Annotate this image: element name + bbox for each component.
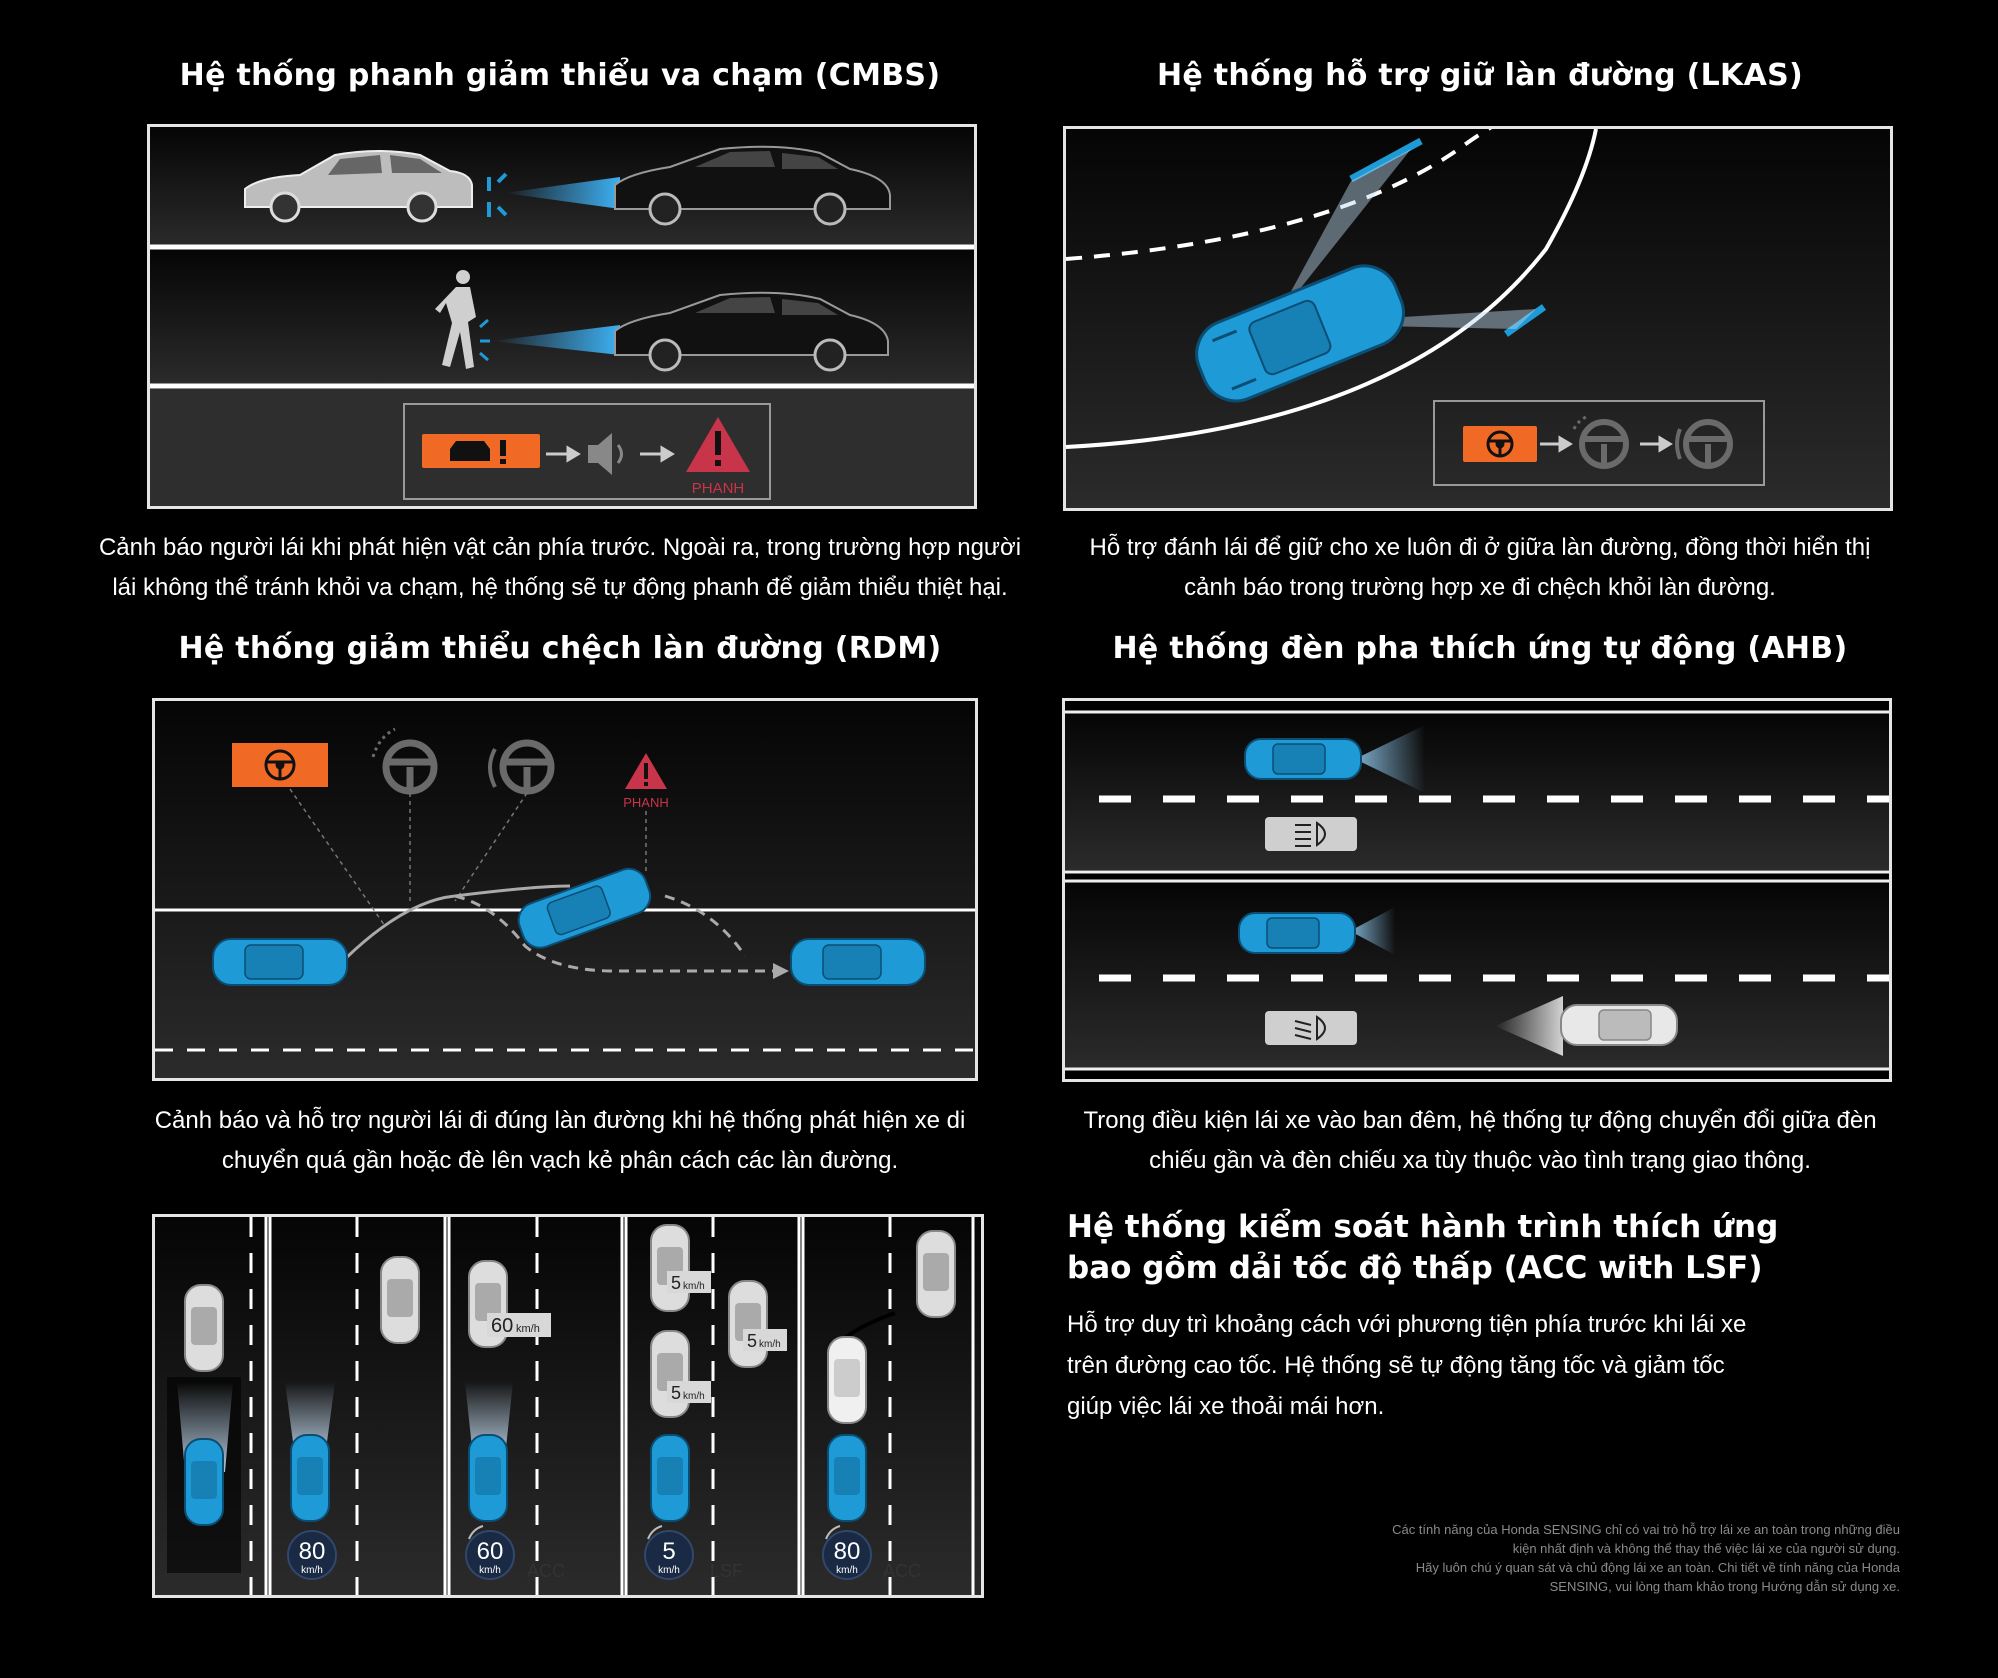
- cmbs-desc-line1: Cảnh báo người lái khi phát hiện vật cản phía trước. Ngoài ra, trong trường hợp người: [98, 534, 1022, 561]
- white-car-icon: [828, 1337, 866, 1423]
- lkas-diagram: [1063, 126, 1893, 511]
- white-car-icon: [381, 1257, 419, 1343]
- gauge-value: 80: [833, 1538, 861, 1565]
- gauge-mode: LSF: [710, 1561, 744, 1581]
- speed-tag-unit: km/h: [759, 1339, 781, 1350]
- disclaimer-line1: Các tính năng của Honda SENSING chỉ có vai trò hỗ trợ lái xe an toàn trong những điều: [1392, 1522, 1900, 1537]
- speed-tag-value: 60: [491, 1315, 514, 1337]
- speed-tag: [743, 1329, 787, 1351]
- acc-title-line1: Hệ thống kiểm soát hành trình thích ứng: [1067, 1209, 1779, 1245]
- speed-tag: [487, 1313, 551, 1337]
- ahb-diagram: [1062, 698, 1892, 1082]
- blue-car-icon: [185, 1439, 223, 1525]
- acc-desc-line3: giúp việc lái xe thoải mái hơn.: [1067, 1393, 1385, 1420]
- rdm-alert-label: PHANH: [623, 795, 669, 810]
- speed-tag-unit: km/h: [683, 1391, 705, 1402]
- gauge-unit: km/h: [479, 1565, 501, 1576]
- blue-car-icon: [828, 1435, 866, 1521]
- ahb-desc-line1: Trong điều kiện lái xe vào ban đêm, hệ thống tự động chuyển đổi giữa đèn: [1083, 1107, 1877, 1134]
- white-car-icon: [185, 1285, 223, 1371]
- gauge-unit: km/h: [301, 1565, 323, 1576]
- speed-tag-value: 5: [747, 1331, 758, 1351]
- blue-car-icon: [291, 1435, 329, 1521]
- cmbs-title: Hệ thống phanh giảm thiểu va chạm (CMBS): [179, 58, 941, 93]
- rdm-description: [80, 1101, 1040, 1181]
- lkas-desc-line1: Hỗ trợ đánh lái để giữ cho xe luôn đi ở giữa làn đường, đồng thời hiển thị: [1089, 534, 1871, 561]
- disclaimer: [1240, 1520, 1900, 1596]
- acc-description: [1067, 1304, 1887, 1427]
- acc-title: [1067, 1207, 1887, 1289]
- lkas-description: [1000, 528, 1960, 608]
- ahb-description: [1000, 1101, 1960, 1181]
- gauge-unit: km/h: [836, 1565, 858, 1576]
- rdm-desc-line1: Cảnh báo và hỗ trợ người lái đi đúng làn đường khi hệ thống phát hiện xe di: [154, 1107, 966, 1134]
- lkas-desc-line2: cảnh báo trong trường hợp xe đi chệch khỏi làn đường.: [1184, 574, 1776, 601]
- white-car-icon: [651, 1225, 689, 1311]
- blue-car-icon: [651, 1435, 689, 1521]
- speed-gauge: [288, 1531, 336, 1579]
- blue-car-icon: [213, 939, 347, 985]
- blue-car-icon: [1239, 913, 1355, 953]
- white-car-icon: [1561, 1005, 1677, 1045]
- rdm-desc-line2: chuyển quá gần hoặc đè lên vạch kẻ phân cách các làn đường.: [221, 1147, 899, 1174]
- cmbs-diagram: [147, 124, 977, 509]
- acc-diagram: [152, 1214, 984, 1598]
- speed-tag: [667, 1271, 711, 1293]
- gauge-value: 60: [476, 1538, 504, 1565]
- white-car-icon: [729, 1281, 767, 1367]
- speed-tag-value: 5: [671, 1273, 682, 1293]
- gauge-mode: ACC: [527, 1561, 566, 1581]
- acc-desc-line2: trên đường cao tốc. Hệ thống sẽ tự động tăng tốc và giảm tốc: [1067, 1352, 1725, 1379]
- disclaimer-line3: Hãy luôn chú ý quan sát và chủ động lái xe an toàn. Chi tiết về tính năng của Honda: [1415, 1560, 1900, 1575]
- ahb-desc-line2: chiếu gần và đèn chiếu xa tùy thuộc vào tình trạng giao thông.: [1149, 1147, 1811, 1174]
- white-car-icon: [651, 1331, 689, 1417]
- blue-car-icon: [469, 1435, 507, 1521]
- acc-desc-line1: Hỗ trợ duy trì khoảng cách với phương tiện phía trước khi lái xe: [1067, 1311, 1747, 1338]
- speed-tag-unit: km/h: [516, 1323, 540, 1335]
- speed-tag-unit: km/h: [683, 1281, 705, 1292]
- lkas-title: Hệ thống hỗ trợ giữ làn đường (LKAS): [1156, 58, 1804, 93]
- acc-title-line2: bao gồm dải tốc độ thấp (ACC with LSF): [1067, 1250, 1763, 1286]
- gauge-value: 5: [662, 1538, 676, 1565]
- ahb-title: Hệ thống đèn pha thích ứng tự động (AHB): [1112, 631, 1848, 666]
- rdm-title: Hệ thống giảm thiểu chệch làn đường (RDM): [178, 631, 942, 666]
- rdm-diagram: [152, 698, 978, 1081]
- disclaimer-line4: SENSING, vui lòng tham khảo trong Hướng dẫn sử dụng xe.: [1549, 1579, 1900, 1594]
- cmbs-alert-label: PHANH: [691, 480, 745, 497]
- speed-tag-value: 5: [671, 1383, 682, 1403]
- blue-car-icon: [791, 939, 925, 985]
- gauge-mode: ACC: [883, 1561, 922, 1581]
- gauge-unit: km/h: [658, 1565, 680, 1576]
- speed-tag: [667, 1381, 711, 1403]
- cmbs-description: [80, 528, 1040, 608]
- gauge-value: 80: [298, 1538, 326, 1565]
- white-car-icon: [917, 1231, 955, 1317]
- disclaimer-line2: kiện nhất định và không thể thay thế việc lái xe của người sử dụng.: [1512, 1541, 1900, 1556]
- cmbs-desc-line2: lái không thể tránh khỏi va chạm, hệ thống sẽ tự động phanh để giảm thiểu thiệt hại.: [112, 574, 1008, 601]
- blue-car-icon: [1245, 739, 1361, 779]
